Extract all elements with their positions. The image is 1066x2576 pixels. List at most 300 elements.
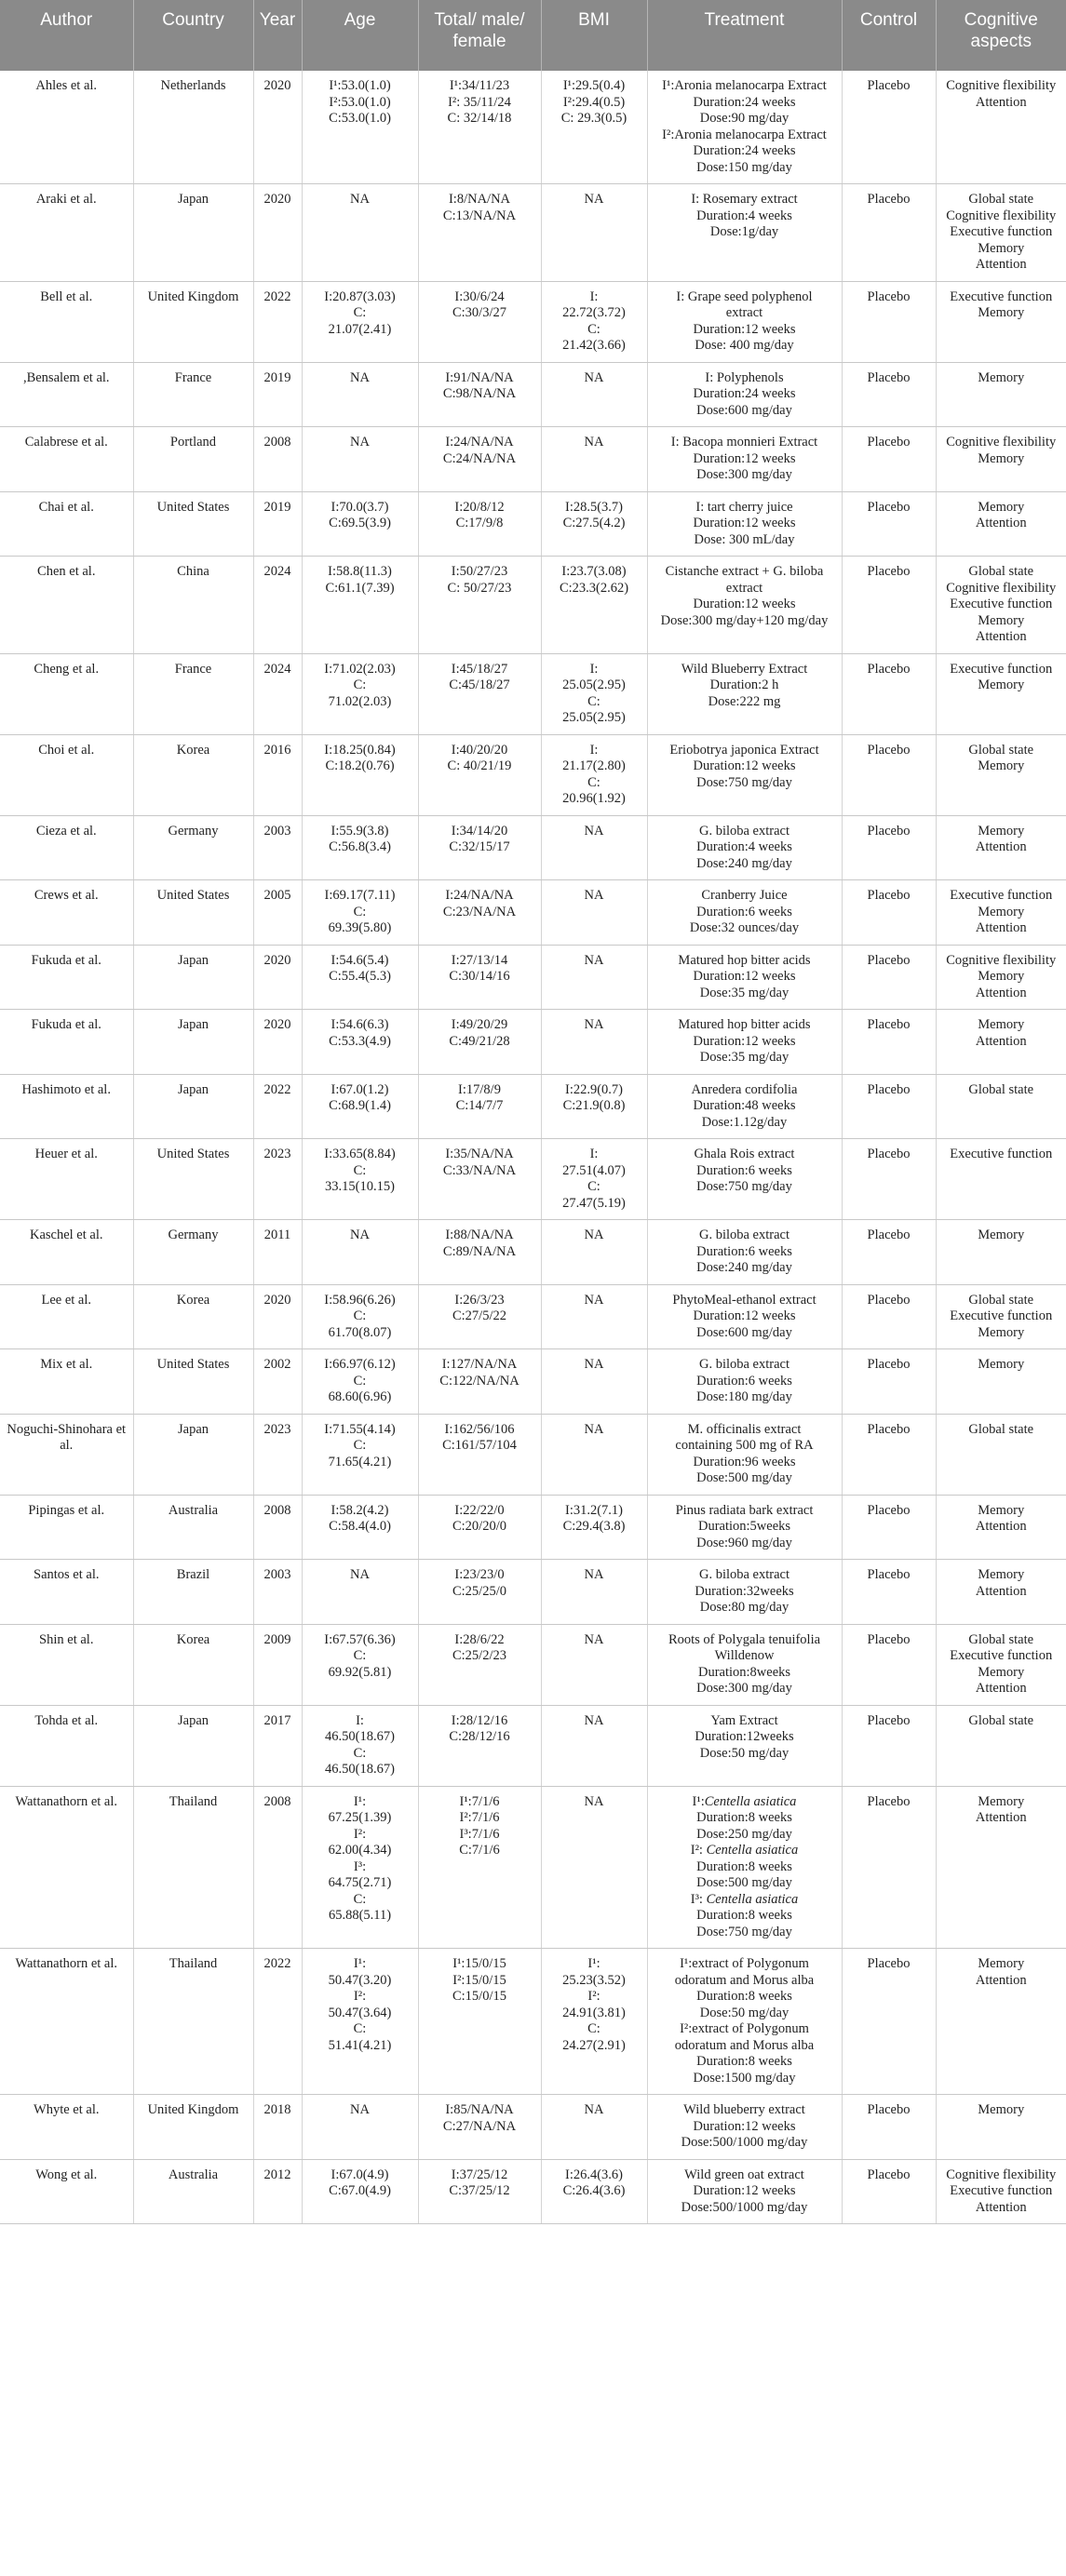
- treatment-line: I: Grape seed polyphenol: [676, 288, 813, 304]
- cognitive-aspects-line: Executive function: [950, 1308, 1053, 1323]
- treatment-line: Duration:24 weeks: [693, 94, 796, 110]
- table-row: [0, 1786, 1066, 1949]
- age-line: C:: [353, 1745, 367, 1761]
- age-line: I³:: [353, 1858, 367, 1874]
- treatment-line: Duration:8 weeks: [696, 1908, 792, 1923]
- bmi-cell: [541, 1560, 647, 1625]
- bmi-cell: [541, 491, 647, 557]
- age-line: I:67.0(1.2): [331, 1081, 389, 1097]
- table-row: [0, 653, 1066, 734]
- total-male-female-cell: [418, 1010, 541, 1075]
- cognitive-aspects-cell: [936, 1495, 1066, 1560]
- total-male-female-line: C:32/15/17: [449, 839, 510, 854]
- control-cell: Placebo: [842, 1624, 936, 1705]
- age-line: I¹:: [353, 1956, 367, 1971]
- cognitive-aspects-line: Memory: [978, 1228, 1025, 1242]
- total-male-female-cell: [418, 880, 541, 946]
- year-cell: 2022: [253, 1949, 302, 2095]
- treatment-line: Cranberry Juice: [701, 888, 788, 903]
- control-cell: Placebo: [842, 1074, 936, 1139]
- year-cell: 2023: [253, 1139, 302, 1220]
- table-row: [0, 880, 1066, 946]
- control-cell: Placebo: [842, 945, 936, 1010]
- bmi-line: NA: [584, 1631, 604, 1647]
- bmi-line: C:23.3(2.62): [559, 580, 629, 596]
- country-cell: United States: [133, 1139, 253, 1220]
- cognitive-aspects-cell: [936, 734, 1066, 815]
- cognitive-aspects-line: Attention: [975, 1681, 1027, 1696]
- header-row: [0, 0, 1066, 71]
- treatment-line: Wild green oat extract: [684, 2167, 804, 2182]
- country-cell: France: [133, 653, 253, 734]
- treatment-cell: [647, 1349, 842, 1415]
- cognitive-aspects-cell: [936, 1560, 1066, 1625]
- treatment-line: Dose:50 mg/day: [699, 2005, 789, 2020]
- author-cell: Pipingas et al.: [0, 1495, 133, 1560]
- year-cell: 2020: [253, 1284, 302, 1349]
- age-cell: [302, 1414, 418, 1495]
- total-male-female-line: I:22/22/0: [454, 1502, 505, 1518]
- cognitive-aspects-line: Attention: [975, 920, 1027, 935]
- year-cell: 2020: [253, 71, 302, 184]
- treatment-line: PhytoMeal-ethanol extract: [672, 1292, 816, 1308]
- cognitive-aspects-cell: [936, 815, 1066, 880]
- country-cell: France: [133, 362, 253, 427]
- bmi-line: C:21.9(0.8): [562, 1098, 626, 1113]
- cognitive-aspects-line: Cognitive flexibility: [946, 580, 1057, 596]
- bmi-line: NA: [584, 1292, 604, 1308]
- author-cell: Whyte et al.: [0, 2095, 133, 2160]
- cognitive-aspects-cell: [936, 71, 1066, 184]
- treatment-line: Dose:600 mg/day: [696, 1324, 792, 1340]
- header-country: Country: [133, 0, 253, 71]
- bmi-cell: [541, 1010, 647, 1075]
- bmi-line: I¹:29.5(0.4): [562, 78, 626, 93]
- author-cell: Wattanathorn et al.: [0, 1949, 133, 2095]
- bmi-line: C:: [587, 2021, 600, 2036]
- treatment-line: Duration:12 weeks: [693, 2183, 796, 2198]
- treatment-line: Dose:35 mg/day: [699, 1050, 789, 1065]
- cognitive-aspects-line: Attention: [975, 516, 1027, 530]
- treatment-line: odoratum and Morus alba: [674, 1972, 815, 1988]
- bmi-line: NA: [584, 1017, 604, 1032]
- total-male-female-line: I:28/12/16: [451, 1712, 508, 1728]
- author-cell: Wattanathorn et al.: [0, 1786, 133, 1949]
- control-cell: Placebo: [842, 491, 936, 557]
- treatment-line: Dose:300 mg/day: [696, 467, 792, 482]
- treatment-line: Dose:150 mg/day: [696, 159, 792, 175]
- year-cell: 2022: [253, 281, 302, 362]
- treatment-cell: [647, 1010, 842, 1075]
- cognitive-aspects-cell: [936, 427, 1066, 492]
- total-male-female-line: C:13/NA/NA: [442, 208, 517, 223]
- age-cell: [302, 71, 418, 184]
- treatment-cell: [647, 557, 842, 654]
- country-cell: Germany: [133, 815, 253, 880]
- age-line: I:71.55(4.14): [324, 1421, 396, 1437]
- total-male-female-cell: [418, 557, 541, 654]
- year-cell: 2024: [253, 653, 302, 734]
- total-male-female-cell: [418, 281, 541, 362]
- age-cell: [302, 653, 418, 734]
- total-male-female-line: C: 40/21/19: [447, 758, 512, 773]
- bmi-cell: [541, 1705, 647, 1786]
- header-cognitive-aspects: Cognitive aspects: [936, 0, 1066, 71]
- treatment-cell: [647, 1949, 842, 2095]
- total-male-female-cell: [418, 1786, 541, 1949]
- age-line: 68.60(6.96): [328, 1389, 392, 1404]
- age-cell: [302, 1074, 418, 1139]
- control-cell: Placebo: [842, 362, 936, 427]
- bmi-line: 25.05(2.95): [562, 678, 626, 692]
- table-row: [0, 1414, 1066, 1495]
- treatment-cell: [647, 1074, 842, 1139]
- cognitive-aspects-line: Cognitive flexibility: [946, 78, 1057, 93]
- control-cell: Placebo: [842, 1414, 936, 1495]
- year-cell: 2008: [253, 1786, 302, 1949]
- total-male-female-cell: [418, 491, 541, 557]
- bmi-cell: [541, 1349, 647, 1415]
- treatment-line: Dose:240 mg/day: [696, 855, 792, 871]
- bmi-line: I:26.4(3.6): [564, 2167, 623, 2182]
- country-cell: Brazil: [133, 1560, 253, 1625]
- bmi-line: 27.51(4.07): [562, 1162, 626, 1178]
- treatment-line: Dose:180 mg/day: [696, 1389, 792, 1404]
- total-male-female-line: C:33/NA/NA: [442, 1162, 517, 1178]
- control-cell: Placebo: [842, 1949, 936, 2095]
- cognitive-aspects-line: Attention: [975, 629, 1027, 644]
- age-line: NA: [350, 192, 370, 207]
- treatment-line: Duration:12 weeks: [693, 1033, 796, 1049]
- bmi-cell: [541, 1139, 647, 1220]
- cognitive-aspects-cell: [936, 491, 1066, 557]
- table-row: [0, 71, 1066, 184]
- cognitive-aspects-line: Cognitive flexibility: [946, 952, 1057, 968]
- total-male-female-line: I¹:7/1/6: [459, 1793, 500, 1809]
- bmi-cell: [541, 2159, 647, 2224]
- control-cell: Placebo: [842, 1705, 936, 1786]
- cognitive-aspects-line: Memory: [978, 678, 1025, 692]
- total-male-female-cell: [418, 427, 541, 492]
- total-male-female-line: I:27/13/14: [451, 952, 508, 968]
- age-line: NA: [350, 435, 370, 449]
- treatment-line: Duration:12 weeks: [693, 1308, 796, 1323]
- control-cell: Placebo: [842, 71, 936, 184]
- total-male-female-cell: [418, 2159, 541, 2224]
- total-male-female-line: I:20/8/12: [454, 499, 505, 515]
- total-male-female-cell: [418, 1705, 541, 1786]
- cognitive-aspects-cell: [936, 1010, 1066, 1075]
- table-row: [0, 1560, 1066, 1625]
- total-male-female-line: C: 32/14/18: [447, 111, 512, 126]
- total-male-female-line: C:30/3/27: [452, 305, 506, 320]
- control-cell: Placebo: [842, 815, 936, 880]
- total-male-female-cell: [418, 1074, 541, 1139]
- author-cell: Lee et al.: [0, 1284, 133, 1349]
- age-cell: [302, 1949, 418, 2095]
- treatment-line: Duration:32weeks: [695, 1583, 794, 1599]
- bmi-cell: [541, 880, 647, 946]
- cognitive-aspects-cell: [936, 281, 1066, 362]
- age-line: C:: [353, 1308, 367, 1323]
- total-male-female-line: C:45/18/27: [449, 678, 510, 692]
- bmi-cell: [541, 362, 647, 427]
- treatment-line: Dose:750 mg/day: [696, 1924, 792, 1939]
- age-cell: [302, 427, 418, 492]
- treatment-cell: [647, 1284, 842, 1349]
- age-line: NA: [350, 1567, 370, 1582]
- treatment-line: Duration:12 weeks: [693, 969, 796, 984]
- bmi-line: C:: [587, 1179, 600, 1194]
- bmi-cell: [541, 1495, 647, 1560]
- bmi-line: NA: [584, 1793, 604, 1809]
- age-line: C:69.5(3.9): [329, 516, 391, 530]
- bmi-cell: [541, 427, 647, 492]
- cognitive-aspects-line: Memory: [978, 305, 1025, 320]
- treatment-line: Duration:12weeks: [695, 1729, 794, 1744]
- treatment-line: containing 500 mg of RA: [675, 1438, 814, 1453]
- bmi-line: C:: [587, 321, 600, 337]
- table-row: [0, 2095, 1066, 2160]
- control-cell: Placebo: [842, 1139, 936, 1220]
- treatment-line: Duration:8 weeks: [696, 1810, 792, 1825]
- age-line: I¹:53.0(1.0): [329, 78, 391, 93]
- cognitive-aspects-line: Executive function: [950, 888, 1053, 903]
- country-cell: Korea: [133, 1284, 253, 1349]
- cognitive-aspects-line: Attention: [975, 1519, 1027, 1534]
- total-male-female-line: I:127/NA/NA: [441, 1357, 518, 1372]
- total-male-female-line: I:50/27/23: [451, 564, 508, 579]
- cognitive-aspects-cell: [936, 2159, 1066, 2224]
- age-line: NA: [350, 1228, 370, 1242]
- author-cell: Calabrese et al.: [0, 427, 133, 492]
- cognitive-aspects-line: Attention: [975, 94, 1027, 110]
- year-cell: 2018: [253, 2095, 302, 2160]
- bmi-cell: [541, 557, 647, 654]
- control-cell: Placebo: [842, 2095, 936, 2160]
- total-male-female-line: C:28/12/16: [449, 1729, 510, 1744]
- bmi-line: I¹:: [587, 1956, 600, 1971]
- bmi-line: NA: [584, 888, 604, 903]
- age-line: C:: [353, 1648, 367, 1663]
- total-male-female-line: C:37/25/12: [449, 2183, 510, 2198]
- treatment-cell: [647, 880, 842, 946]
- cognitive-aspects-line: Global state: [968, 1631, 1034, 1647]
- age-line: I:54.6(5.4): [331, 952, 389, 968]
- table-row: [0, 945, 1066, 1010]
- cognitive-aspects-line: Memory: [978, 612, 1025, 628]
- bmi-line: 25.05(2.95): [562, 710, 626, 725]
- cognitive-aspects-cell: [936, 362, 1066, 427]
- cognitive-aspects-line: Attention: [975, 2199, 1027, 2215]
- table-row: [0, 1349, 1066, 1415]
- author-cell: Tohda et al.: [0, 1705, 133, 1786]
- treatment-line: Anredera cordifolia: [691, 1081, 798, 1097]
- bmi-line: I:: [589, 661, 599, 677]
- treatment-line: Dose:240 mg/day: [696, 1260, 792, 1275]
- cognitive-aspects-cell: [936, 1220, 1066, 1285]
- total-male-female-line: C:89/NA/NA: [442, 1243, 517, 1259]
- control-cell: Placebo: [842, 1284, 936, 1349]
- control-cell: Placebo: [842, 281, 936, 362]
- country-cell: Netherlands: [133, 71, 253, 184]
- bmi-line: I²:29.4(0.5): [562, 94, 626, 110]
- total-male-female-line: I¹:15/0/15: [452, 1956, 506, 1971]
- age-cell: [302, 1495, 418, 1560]
- country-cell: Korea: [133, 1624, 253, 1705]
- total-male-female-cell: [418, 945, 541, 1010]
- bmi-line: NA: [584, 952, 604, 968]
- bmi-line: 22.72(3.72): [562, 305, 626, 320]
- treatment-line: Dose:1g/day: [709, 224, 779, 239]
- treatment-line: Eriobotrya japonica Extract: [669, 742, 819, 758]
- age-line: C:18.2(0.76): [325, 758, 395, 773]
- treatment-cell: [647, 2095, 842, 2160]
- author-cell: Shin et al.: [0, 1624, 133, 1705]
- age-cell: [302, 1139, 418, 1220]
- total-male-female-cell: [418, 184, 541, 282]
- total-male-female-line: C:25/2/23: [452, 1648, 506, 1663]
- author-cell: Crews et al.: [0, 880, 133, 946]
- treatment-line: Dose:300 mg/day+120 mg/day: [660, 612, 829, 628]
- bmi-cell: [541, 653, 647, 734]
- age-line: 62.00(4.34): [328, 1843, 392, 1858]
- cognitive-aspects-line: Memory: [978, 969, 1025, 984]
- treatment-line: Cistanche extract + G. biloba: [665, 564, 824, 579]
- age-cell: [302, 491, 418, 557]
- treatment-cell: [647, 491, 842, 557]
- cognitive-aspects-cell: [936, 1414, 1066, 1495]
- header-year: Year: [253, 0, 302, 71]
- bmi-line: NA: [584, 369, 604, 385]
- total-male-female-line: I²:7/1/6: [459, 1810, 500, 1825]
- total-male-female-line: C:49/21/28: [449, 1033, 510, 1049]
- table-header: [0, 0, 1066, 71]
- treatment-line: Duration:12 weeks: [693, 597, 796, 611]
- bmi-cell: [541, 1284, 647, 1349]
- header-control: Control: [842, 0, 936, 71]
- age-line: C:: [353, 305, 367, 320]
- total-male-female-line: C:27/5/22: [452, 1308, 506, 1323]
- author-cell: Cheng et al.: [0, 653, 133, 734]
- total-male-female-line: C:14/7/7: [455, 1098, 504, 1113]
- treatment-line: odoratum and Morus alba: [674, 2037, 815, 2053]
- total-male-female-line: C:25/25/0: [452, 1583, 506, 1599]
- age-cell: [302, 1624, 418, 1705]
- country-cell: Thailand: [133, 1949, 253, 2095]
- control-cell: Placebo: [842, 653, 936, 734]
- cognitive-aspects-line: Global state: [968, 1081, 1034, 1097]
- cognitive-aspects-line: Memory: [978, 2102, 1025, 2117]
- treatment-line: Duration:24 weeks: [693, 143, 796, 158]
- country-cell: Japan: [133, 945, 253, 1010]
- treatment-line: Duration:6 weeks: [696, 1162, 792, 1178]
- age-cell: [302, 362, 418, 427]
- table-row: [0, 362, 1066, 427]
- treatment-line: Matured hop bitter acids: [678, 1017, 811, 1032]
- cognitive-aspects-line: Memory: [978, 1017, 1025, 1032]
- bmi-line: NA: [584, 823, 604, 839]
- total-male-female-line: C:27/NA/NA: [442, 2118, 517, 2134]
- bmi-cell: [541, 734, 647, 815]
- age-line: I:: [356, 1712, 364, 1728]
- country-cell: Japan: [133, 1414, 253, 1495]
- treatment-line: Duration:2 h: [709, 678, 779, 692]
- treatment-line: Wild blueberry extract: [683, 2102, 805, 2117]
- cognitive-aspects-line: Attention: [975, 985, 1027, 1000]
- country-cell: Australia: [133, 1495, 253, 1560]
- treatment-line: Dose:500/1000 mg/day: [681, 2135, 808, 2150]
- cognitive-aspects-cell: [936, 653, 1066, 734]
- total-male-female-line: I¹:34/11/23: [449, 78, 510, 93]
- age-line: C:58.4(4.0): [329, 1519, 391, 1534]
- author-cell: Noguchi-Shinohara et al.: [0, 1414, 133, 1495]
- bmi-line: 24.27(2.91): [562, 2037, 626, 2053]
- treatment-cell: [647, 734, 842, 815]
- control-cell: Placebo: [842, 2159, 936, 2224]
- country-cell: United States: [133, 491, 253, 557]
- country-cell: Japan: [133, 1074, 253, 1139]
- header-age: Age: [302, 0, 418, 71]
- table-row: [0, 1220, 1066, 1285]
- age-line: I:54.6(6.3): [331, 1017, 389, 1032]
- year-cell: 2011: [253, 1220, 302, 1285]
- total-male-female-cell: [418, 71, 541, 184]
- bmi-line: NA: [584, 1712, 604, 1728]
- treatment-line: Willdenow: [714, 1648, 775, 1663]
- treatment-line: Dose:500 mg/day: [696, 1875, 792, 1890]
- cognitive-aspects-cell: [936, 184, 1066, 282]
- bmi-cell: [541, 2095, 647, 2160]
- cognitive-aspects-line: Executive function: [950, 2183, 1053, 2198]
- cognitive-aspects-cell: [936, 1074, 1066, 1139]
- author-cell: Santos et al.: [0, 1560, 133, 1625]
- treatment-line: Duration:6 weeks: [696, 1373, 792, 1389]
- age-line: I:33.65(8.84): [324, 1147, 396, 1161]
- total-male-female-line: I:88/NA/NA: [445, 1228, 514, 1242]
- bmi-line: NA: [584, 1421, 604, 1437]
- cognitive-aspects-cell: [936, 557, 1066, 654]
- cognitive-aspects-cell: [936, 1139, 1066, 1220]
- total-male-female-line: I:34/14/20: [451, 823, 508, 839]
- bmi-line: I:31.2(7.1): [564, 1502, 623, 1518]
- treatment-line: Dose:1500 mg/day: [693, 2070, 796, 2086]
- table-row: [0, 2159, 1066, 2224]
- treatment-cell: [647, 1495, 842, 1560]
- total-male-female-line: I:17/8/9: [458, 1081, 501, 1097]
- cognitive-aspects-line: Memory: [978, 904, 1025, 919]
- age-line: 69.92(5.81): [328, 1664, 392, 1680]
- country-cell: United Kingdom: [133, 281, 253, 362]
- total-male-female-line: C:17/9/8: [455, 516, 504, 530]
- header-bmi: BMI: [541, 0, 647, 71]
- cognitive-aspects-line: Executive function: [950, 661, 1053, 677]
- country-cell: Thailand: [133, 1786, 253, 1949]
- treatment-line: Duration:48 weeks: [693, 1098, 796, 1113]
- age-line: I:70.0(3.7): [331, 499, 389, 515]
- treatment-line: G. biloba extract: [698, 1228, 790, 1242]
- control-cell: Placebo: [842, 734, 936, 815]
- treatment-line: Wild Blueberry Extract: [681, 661, 808, 677]
- author-cell: Chen et al.: [0, 557, 133, 654]
- treatment-line: I: Bacopa monnieri Extract: [670, 435, 818, 449]
- bmi-line: NA: [584, 435, 604, 449]
- age-line: NA: [350, 369, 370, 385]
- age-cell: [302, 2095, 418, 2160]
- bmi-cell: [541, 281, 647, 362]
- cognitive-aspects-line: Attention: [975, 1033, 1027, 1049]
- age-line: I:58.8(11.3): [328, 564, 392, 579]
